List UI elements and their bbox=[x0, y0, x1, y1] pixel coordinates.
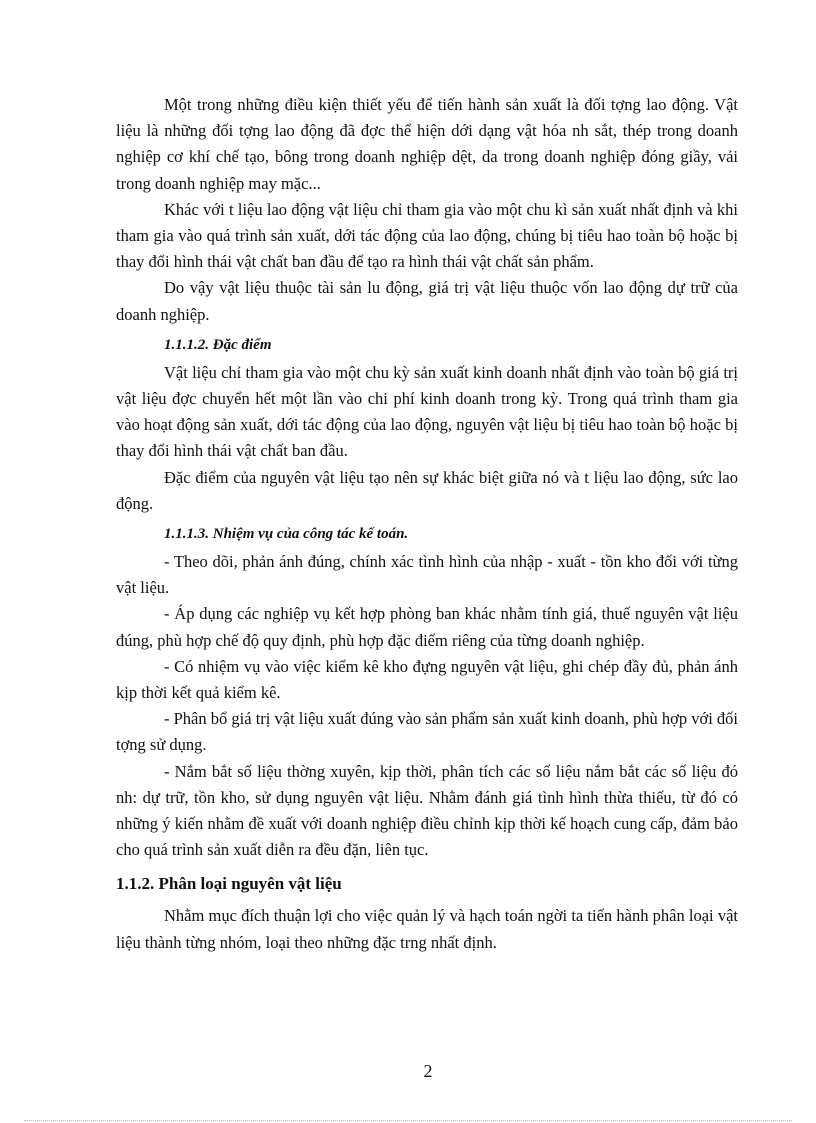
page-number: 2 bbox=[423, 1061, 433, 1081]
subheading-tasks: 1.1.1.3. Nhiệm vụ của công tác kế toán. bbox=[164, 526, 409, 543]
paragraph-task-3: - Có nhiệm vụ vào việc kiểm kê kho đựng nguyên vật liệu, ghi chép đầy đủ, phản ánh kịp thời kết quả kiểm kê. bbox=[116, 656, 738, 703]
paragraph-classification-1: Nhằm mục đích thuận lợi cho việc quản lý và hạch toán ngời ta tiến hành phân loại vật liệu thành từng nhóm, loại theo những đặc trng nhất định. bbox=[116, 906, 738, 952]
paragraph-task-5: - Nắm bắt số liệu thờng xuyên, kịp thời, phân tích các số liệu nắm bắt các số liệu đó nh: dự trữ, tồn kho, sử dụng nguyên vật liệu. Nhằm đánh giá tình hình thừa thiếu, từ đó có những ý kiến nhằm đề xuất với doanh nghiệp điều chỉnh kịp thời kế hoạch cung cấp, đảm bảo cho quá trình sản xuất diễn ra đều đặn, liên tục. bbox=[116, 761, 738, 860]
subheading-features: 1.1.1.2. Đặc điểm bbox=[164, 336, 272, 353]
page-body bbox=[116, 92, 738, 956]
paragraph-task-1: - Theo dõi, phản ánh đúng, chính xác tình hình của nhập - xuất - tồn kho đối với từng vật liệu. bbox=[116, 552, 738, 598]
paragraph-intro-3: Do vậy vật liệu thuộc tài sản lu động, giá trị vật liệu thuộc vốn lao động dự trữ của doanh nghiệp. bbox=[116, 278, 738, 324]
paragraph-features-1: Vật liệu chỉ tham gia vào một chu kỳ sản xuất kinh doanh nhất định vào toàn bộ giá trị vật liệu đợc chuyển hết một lần vào chi phí kinh doanh trong kỳ. Trong quá trình tham gia vào hoạt động sản xuất, dới tác động của lao động, nguyên vật liệu bị tiêu hao toàn bộ hoặc bị thay đổi hình thái vật chất ban đầu. bbox=[116, 362, 738, 461]
section-heading-classification: 1.1.2. Phân loại nguyên vật liệu bbox=[116, 874, 342, 894]
paragraph-task-4: - Phân bổ giá trị vật liệu xuất đúng vào sản phẩm sản xuất kinh doanh, phù hợp với đối tợng sử dụng. bbox=[116, 709, 738, 755]
paragraph-intro-1: Một trong những điều kiện thiết yếu để tiến hành sản xuất là đối tợng lao động. Vật liệu là những đối tợng lao động đã đợc thể hiện dới dạng vật hóa nh sắt, thép trong doanh nghiệp cơ khí chế tạo, bông trong doanh nghiệp dệt, da trong doanh nghiệp đóng giầy, vải trong doanh nghiệp may mặc... bbox=[116, 95, 738, 193]
paragraph-task-2: - Áp dụng các nghiệp vụ kết hợp phòng ban khác nhằm tính giá, thuế nguyên vật liệu đúng, phù hợp chế độ quy định, phù hợp đặc điểm riêng của từng doanh nghiệp. bbox=[116, 604, 738, 650]
page-bottom-divider bbox=[24, 1120, 792, 1121]
paragraph-intro-2: Khác với t liệu lao động vật liệu chỉ tham gia vào một chu kì sản xuất nhất định và khi tham gia vào quá trình sản xuất, dới tác động của lao động, chúng bị tiêu hao toàn bộ hoặc bị thay đổi hình thái vật chất ban đầu để tạo ra hình thái vật chất sản phẩm. bbox=[116, 199, 738, 272]
paragraph-features-2: Đặc điểm của nguyên vật liệu tạo nên sự khác biệt giữa nó và t liệu lao động, sức lao động. bbox=[116, 467, 738, 513]
